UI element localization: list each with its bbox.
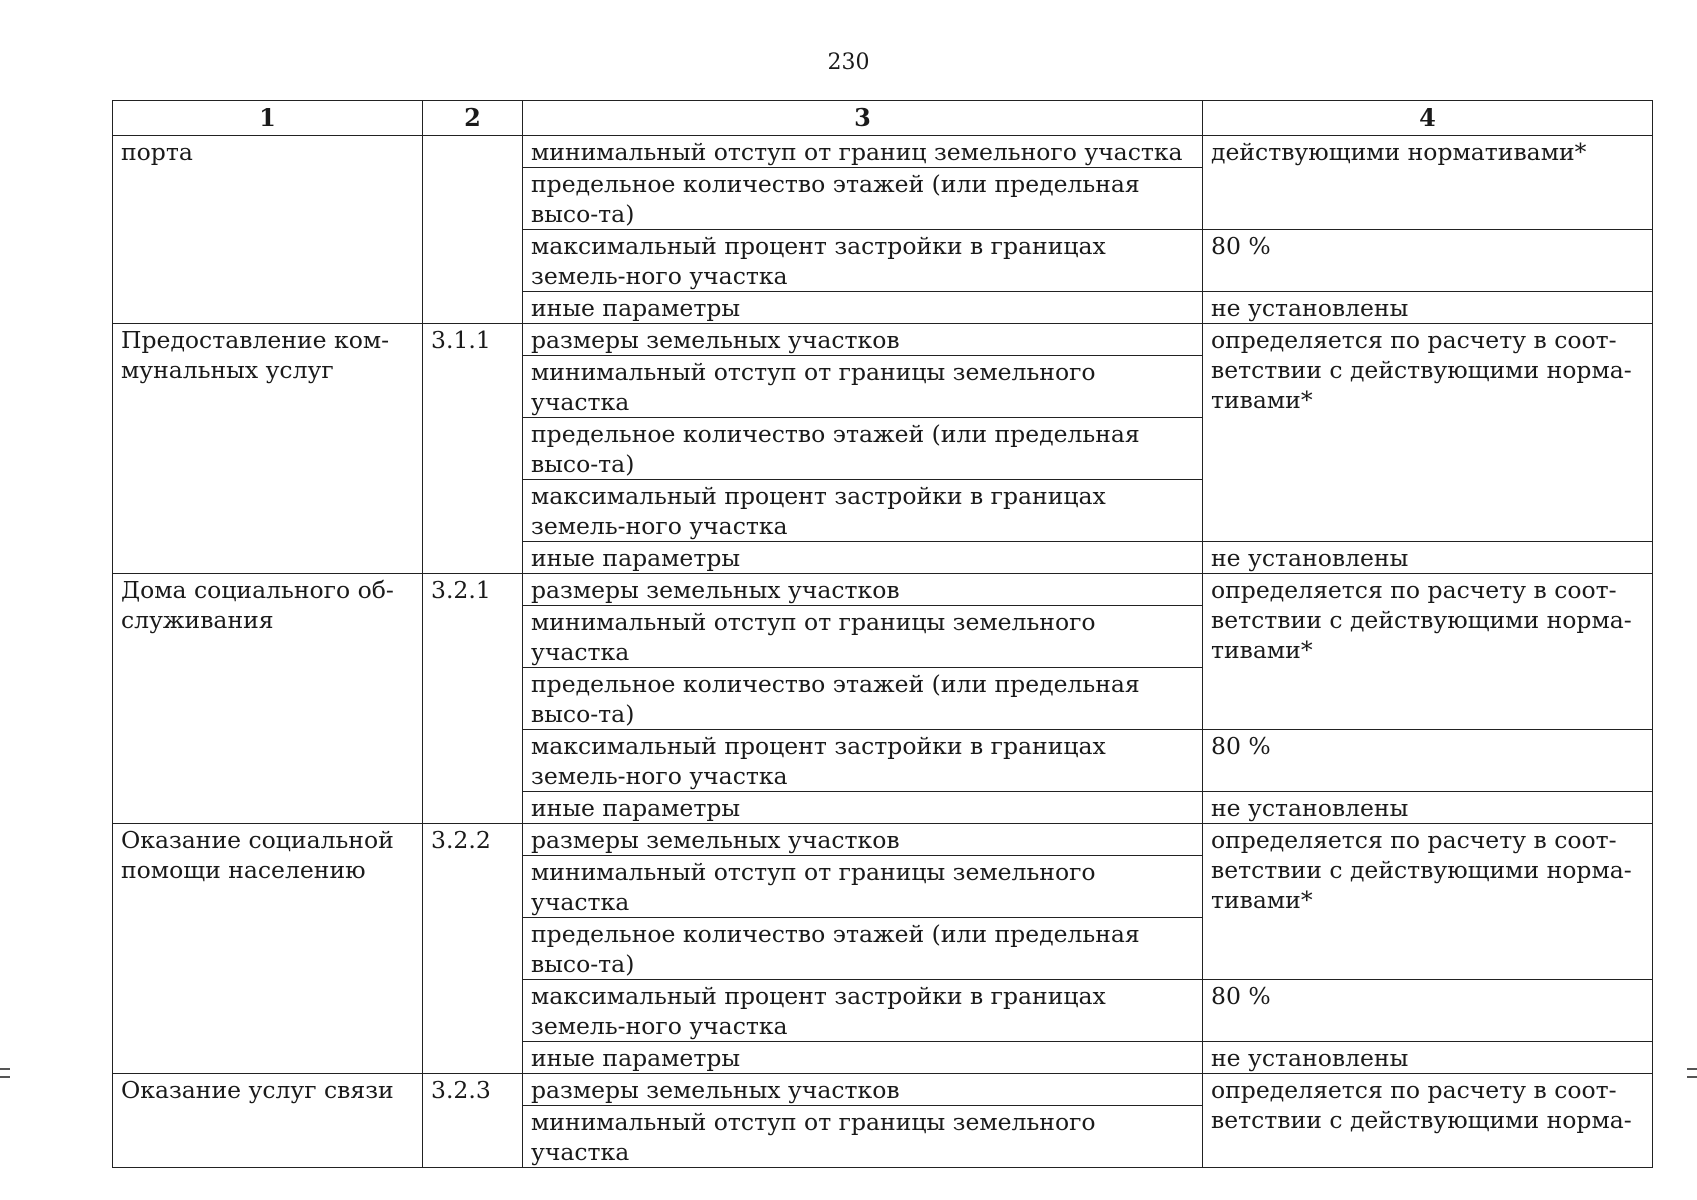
value-cell: определяется по расчету в соот-ветствии с действующими норма-тивами* bbox=[1203, 824, 1653, 980]
param-cell: предельное количество этажей (или предельная высо-та) bbox=[523, 668, 1203, 730]
header-col-2: 2 bbox=[423, 101, 523, 136]
group-name: Оказание услуг связи bbox=[113, 1074, 423, 1168]
table-row bbox=[113, 1074, 1653, 1106]
group-name: Предоставление ком-мунальных услуг bbox=[113, 324, 423, 574]
header-row bbox=[113, 101, 1653, 136]
param-cell: размеры земельных участков bbox=[523, 1074, 1203, 1106]
value-cell: не установлены bbox=[1203, 1042, 1653, 1074]
right-margin-mark bbox=[1687, 1076, 1697, 1078]
param-cell: размеры земельных участков bbox=[523, 574, 1203, 606]
value-cell: 80 % bbox=[1203, 230, 1653, 292]
value-cell: не установлены bbox=[1203, 542, 1653, 574]
param-cell: предельное количество этажей (или предельная высо-та) bbox=[523, 418, 1203, 480]
param-cell: предельное количество этажей (или предельная высо-та) bbox=[523, 918, 1203, 980]
header-col-3: 3 bbox=[523, 101, 1203, 136]
param-cell: минимальный отступ от границы земельного участка bbox=[523, 856, 1203, 918]
param-cell: минимальный отступ от границы земельного участка bbox=[523, 356, 1203, 418]
value-cell: действующими нормативами* bbox=[1203, 136, 1653, 230]
param-cell: максимальный процент застройки в границах земель-ного участка bbox=[523, 480, 1203, 542]
param-cell: предельное количество этажей (или предельная высо-та) bbox=[523, 168, 1203, 230]
value-cell: определяется по расчету в соот-ветствии с действующими норма- bbox=[1203, 1074, 1653, 1168]
value-cell: не установлены bbox=[1203, 792, 1653, 824]
param-cell: размеры земельных участков bbox=[523, 324, 1203, 356]
header-col-1: 1 bbox=[113, 101, 423, 136]
value-cell: не установлены bbox=[1203, 292, 1653, 324]
group-name: порта bbox=[113, 136, 423, 324]
param-cell: минимальный отступ от границы земельного участка bbox=[523, 606, 1203, 668]
right-margin-mark bbox=[1687, 1068, 1697, 1070]
left-margin-mark bbox=[0, 1068, 10, 1070]
header-col-4: 4 bbox=[1203, 101, 1653, 136]
value-cell: определяется по расчету в соот-ветствии с действующими норма-тивами* bbox=[1203, 574, 1653, 730]
value-cell: 80 % bbox=[1203, 980, 1653, 1042]
param-cell: иные параметры bbox=[523, 792, 1203, 824]
land-parameters-table bbox=[112, 100, 1653, 1168]
param-cell: иные параметры bbox=[523, 292, 1203, 324]
group-code: 3.2.1 bbox=[423, 574, 523, 824]
left-margin-mark bbox=[0, 1076, 10, 1078]
param-cell: минимальный отступ от границ земельного участка bbox=[523, 136, 1203, 168]
param-cell: максимальный процент застройки в границах земель-ного участка bbox=[523, 730, 1203, 792]
group-name: Оказание социальной помощи населению bbox=[113, 824, 423, 1074]
value-cell: определяется по расчету в соот-ветствии с действующими норма-тивами* bbox=[1203, 324, 1653, 542]
group-code: 3.1.1 bbox=[423, 324, 523, 574]
group-code bbox=[423, 136, 523, 324]
table-row bbox=[113, 824, 1653, 856]
group-code: 3.2.2 bbox=[423, 824, 523, 1074]
param-cell: максимальный процент застройки в границах земель-ного участка bbox=[523, 230, 1203, 292]
table-row bbox=[113, 136, 1653, 168]
param-cell: максимальный процент застройки в границах земель-ного участка bbox=[523, 980, 1203, 1042]
table-row bbox=[113, 324, 1653, 356]
param-cell: размеры земельных участков bbox=[523, 824, 1203, 856]
param-cell: иные параметры bbox=[523, 1042, 1203, 1074]
table-row bbox=[113, 574, 1653, 606]
param-cell: минимальный отступ от границы земельного участка bbox=[523, 1106, 1203, 1168]
group-name: Дома социального об-служивания bbox=[113, 574, 423, 824]
group-code: 3.2.3 bbox=[423, 1074, 523, 1168]
page-number: 230 bbox=[827, 50, 870, 75]
param-cell: иные параметры bbox=[523, 542, 1203, 574]
value-cell: 80 % bbox=[1203, 730, 1653, 792]
